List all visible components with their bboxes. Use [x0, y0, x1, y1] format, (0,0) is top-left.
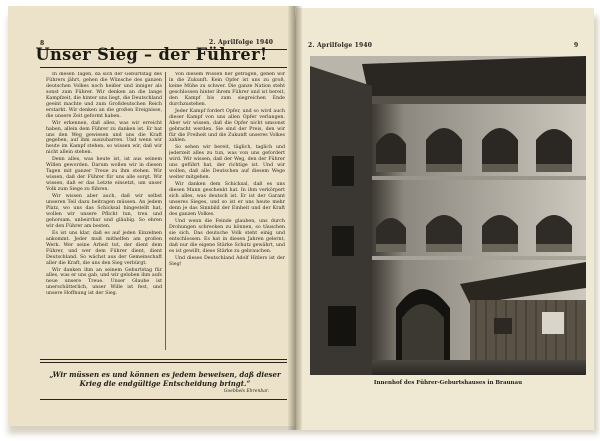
column-divider — [165, 72, 166, 350]
body-paragraph: Und dieses Deutschland Adolf Hitlers ist der Sieg! — [169, 255, 285, 267]
body-paragraph: Von diesem Wissen her getragen, gehen wir in die Zukunft. Kein Opfer ist uns zu groß, keine Mühe zu schwer. Die ganze Nation steht geschlossen hinter ihrem Führer und ist bereit, den Kampf bis zum siegreichen Ende durchzustehen. — [169, 72, 285, 107]
courtyard-photo — [310, 56, 586, 375]
body-paragraph: Denn alles, was heute ist, ist aus seinem Willen geworden. Darum wollen wir in diesen Tagen mit ganzer Treue zu ihm stehen. Wir wissen, daß der Führer für uns alle sorgt. Wir wissen, daß er das Letzte einsetzt, um unser Volk zum Siege zu führen. — [46, 157, 162, 193]
article-title: Unser Sieg – der Führer! — [35, 45, 268, 65]
text-column-left — [46, 72, 162, 350]
body-paragraph: Wir wissen aber auch, daß wir selbst unseren Teil dazu beitragen müssen. An jedem Platz, wo uns das Schicksal hingestellt hat, wollen wir unsere Pflicht tun, treu und gehorsam, unbeirrbar und gläubig. So ehren wir den Führer am besten. — [46, 194, 162, 229]
quote-rule-top-2 — [40, 362, 287, 363]
body-paragraph: So sehen wir bereit, täglich, taglich und jederzeit alles zu tun, was von uns gefordert wird. Wir wissen, daß der Weg, den der Führer uns geführt hat, der richtige ist. Und wir wollen, daß alle Deutschen auf diesem Wege weiter mitgehen. — [169, 145, 285, 181]
left-page — [8, 6, 295, 426]
left-page-number: 8 — [40, 40, 45, 47]
book-gutter — [288, 6, 302, 430]
left-running-head: 2. Aprilfolge 1940 — [209, 39, 274, 46]
body-paragraph: Es ist uns klar, daß es auf jeden Einzelnen ankommt. Jeder muß mithelfen am großen Werk. Wer seine Arbeit tut, der dient dem Führer, und wer dem Führer dient, dient Deutschland. So wächst aus der Gemeinschaft aller die Kraft, die uns den Sieg verbürgt. — [46, 230, 162, 266]
body-paragraph: Jeder Kampf fordert Opfer, und so wird auch dieser Kampf von uns allen Opfer verlangen. Aber wir wissen, daß die Opfer nicht umsonst gebracht werden. Sie sind der Preis, den wir für die Freiheit und die Zukunft unseres Volkes zahlen. — [169, 108, 285, 144]
title-rule — [40, 67, 287, 68]
photo-caption: Innenhof des Führer-Geburtshauses in Braunau — [373, 380, 523, 386]
body-paragraph: In diesen Tagen, da sich der Geburtstag des Führers jährt, gehen die Wünsche des ganzen deutschen Volkes noch heißer und inniger als sonst zum Führer. Wir denken an die lange Kampfzeit, die hinter uns liegt, die Deutschland geeint machte und zum Großdeutschen Reich erstarkt. Wir denken an die großen Ereignisse, die unsere Zeit geformt haben. — [46, 72, 162, 119]
right-page-number: 9 — [574, 42, 579, 49]
right-page — [296, 8, 594, 430]
body-paragraph: Wir danken dem Schicksal, daß es uns diesen Mann geschenkt hat. In ihm verkörpert sich alles, was deutsch ist. Er ist der Garant unseres Sieges, und so ist er uns heute mehr denn je das Sinnbild der Einheit und der Kraft des ganzen Volkes. — [169, 182, 285, 217]
closing-quote: „Wir müssen es und können es jedem beweisen, daß dieser Krieg die endgültige Entscheidung bringt.“ — [49, 370, 281, 388]
body-paragraph: Wir danken ihm an seinem Geburtstag für alles, was er uns gab, und wir geloben ihm aufs neue unsere Treue. Unser Glaube ist unerschütterlich, unser Wille ist fest, und unsere Hoffnung ist der Sieg. — [46, 267, 162, 297]
quote-author: Goebbels Ehrenbar. — [223, 389, 269, 394]
quote-rule-top — [40, 359, 287, 360]
text-column-right — [169, 72, 285, 350]
right-running-head: 2. Aprilfolge 1940 — [308, 42, 373, 49]
body-paragraph: Und wenn die Feinde glauben, uns durch Drohungen schrecken zu können, so täuschen sie sich. Das deutsche Volk steht einig und entschlossen. Es hat in diesen Jahren gelernt, daß nur die eigene Stärke Schutz gewährt, und es ist gewillt, diese Stärke zu gebrauchen. — [169, 218, 285, 254]
bottom-rule — [40, 399, 287, 400]
body-paragraph: Wir erkennen, daß alles, was wir erreicht haben, allein dem Führer zu danken ist. Er hat uns den Weg gewiesen und uns die Kraft gegeben, auf ihm auszuharren. Und wenn wir heute im Kampf stehen, so wissen wir, daß wir nicht allein stehen. — [46, 120, 162, 156]
